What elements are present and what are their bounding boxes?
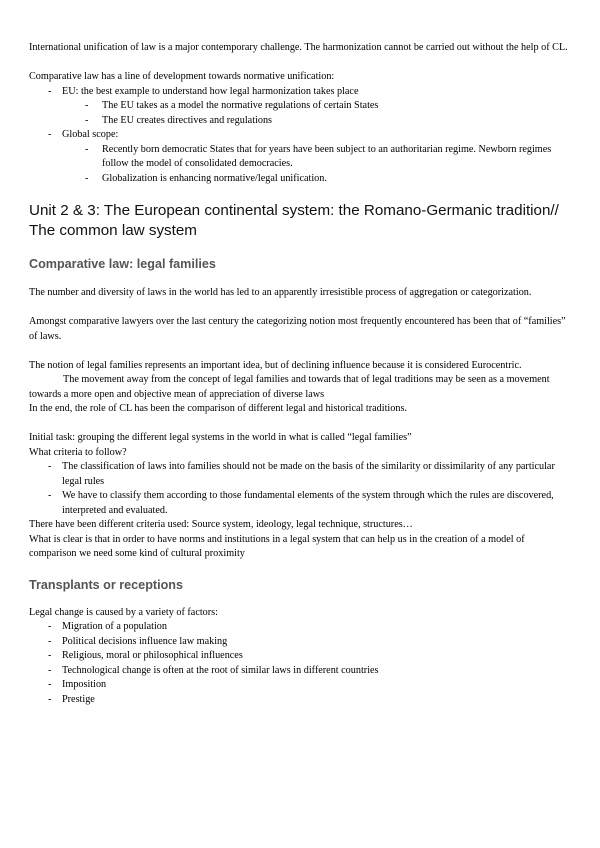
paragraph: Amongst comparative lawyers over the last century the categorizing notion most frequently encountered has been that of “families” of laws. [29,316,566,342]
paragraph: The notion of legal families represents an important idea, but of declining influence because it is considered Eurocentric. [29,359,522,371]
sub-list-item: - Recently born democratic States that for years have been subject to an authoritarian regime. Newborn regimes follow the model of consolidated democracies. [29,143,572,172]
paragraph-indented: The movement away from the concept of legal families and towards that of legal traditions may be seen as a movement towards a more open and objective mean of appreciation of diverse laws [29,374,550,400]
list-item: - The classification of laws into families should not be made on the basis of the similarity or dissimilarity of any particular legal rules [29,460,572,489]
list-item: - Political decisions influence law making [29,635,572,650]
sub-list-item: - Globalization is enhancing normative/legal unification. [29,172,572,187]
list-item: - Prestige [29,693,572,708]
list-item-text: EU: the best example to understand how legal harmonization takes place [62,85,359,97]
factors-list [29,620,572,707]
intro-list [29,85,572,187]
list-item: - Migration of a population [29,620,572,635]
sub-list-item: - The EU creates directives and regulations [29,114,572,129]
sub-list [29,99,572,128]
paragraph: What criteria to follow? [29,446,127,458]
list-item [29,85,572,129]
list-item: - We have to classify them according to those fundamental elements of the system through which the rules are discovered, interpreted and evaluated. [29,489,572,518]
paragraph: In the end, the role of CL has been the comparison of different legal and historical traditions. [29,403,407,414]
intro-lead: Comparative law has a line of development towards normative unification: [29,71,335,82]
paragraph: Legal change is caused by a variety of factors: [29,606,218,618]
list-item: - Imposition [29,678,572,693]
list-item: - Technological change is often at the root of similar laws in different countries [29,664,572,679]
list-item-text: Global scope: [62,129,119,140]
sub-list-item: - The EU takes as a model the normative regulations of certain States [29,99,572,114]
paragraph: There have been different criteria used: Source system, ideology, legal technique, structures… [29,519,413,530]
document-page [29,41,572,707]
section-heading-legal-families: Comparative law: legal families [29,257,216,271]
sub-list [29,143,572,187]
criteria-list [29,460,572,518]
unit-heading: Unit 2 & 3: The European continental system: the Romano-Germanic tradition// The common law system [29,202,559,239]
paragraph: What is clear is that in order to have norms and institutions in a legal system that can help us in the creation of a model of comparison we need some kind of cultural proximity [29,533,525,559]
intro-paragraph: International unification of law is a major contemporary challenge. The harmonization cannot be carried out without the help of CL. [29,42,568,53]
paragraph: The number and diversity of laws in the world has led to an apparently irresistible process of aggregation or categorization. [29,287,532,298]
list-item: - Religious, moral or philosophical influences [29,649,572,664]
paragraph: Initial task: grouping the different legal systems in the world in what is called “legal families” [29,432,412,443]
list-item [29,128,572,186]
section-heading-transplants: Transplants or receptions [29,577,183,592]
